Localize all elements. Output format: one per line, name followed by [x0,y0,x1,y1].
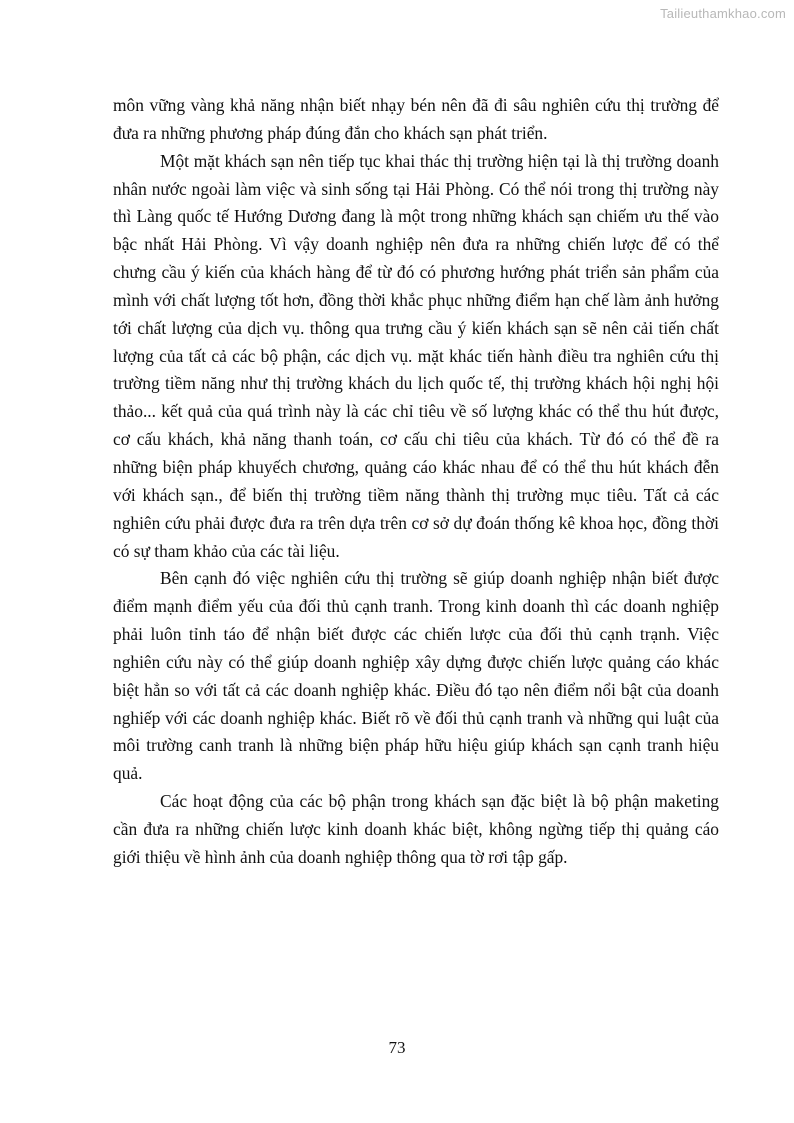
paragraph-3: Bên cạnh đó việc nghiên cứu thị trường sẽ giúp doanh nghiệp nhận biết được điểm mạnh điểm yếu của đối thủ cạnh tranh. Trong kinh doanh thì các doanh nghiệp phải luôn tỉnh táo để nhận biết được các chiến lược của đối thủ cạnh trạnh. Việc nghiên cứu này có thể giúp doanh nghiệp xây dựng được chiến lược quảng cáo khác biệt hẳn so với tất cả các doanh nghiệp khác. Điều đó tạo nên điểm nổi bật của doanh nghiếp với các doanh nghiệp khác. Biết rõ về đối thủ cạnh tranh và những qui luật của môi trường canh tranh là những biện pháp hữu hiệu giúp khách sạn cạnh tranh hiệu quả. [113,568,719,784]
paragraph-2: Một mặt khách sạn nên tiếp tục khai thác thị trường hiện tại là thị trường doanh nhân nước ngoài làm việc và sinh sống tại Hải Phòng. Có thể nói trong thị trường này thì Làng quốc tế Hướng Dương đang là một trong những khách sạn chiếm ưu thế vào bậc nhất Hải Phòng. Vì vậy doanh nghiệp nên đưa ra những chiến lược để có thể chưng cầu ý kiến của khách hàng để từ đó có phương hướng phát triển sản phẩm của mình với chất lượng tốt hơn, đồng thời khắc phục những điểm hạn chế làm ảnh hưởng tới chất lượng của dịch vụ. thông qua trưng cầu ý kiến khách sạn sẽ nên cải tiến chất lượng của tất cả các bộ phận, các dịch vụ. mặt khác tiến hành điều tra nghiên cứu thị trường tiềm năng như thị trường khách du lịch quốc tế, thị trường khách hội nghị hội thảo... kết quả của quá trình này là các chỉ tiêu về số lượng khác có thể thu hút được, cơ cấu khách, khả năng thanh toán, cơ cấu chi tiêu của khách. Từ đó có thể đề ra những biện pháp khuyếch chương, quảng cáo khác nhau để có thể thu hút khách đễn với khách sạn., để biến thị trường tiềm năng thành thị trường mục tiêu. Tất cả các nghiên cứu phải được đưa ra trên dựa trên cơ sở dự đoán thống kê khoa học, đồng thời có sự tham khảo của các tài liệu. [113,150,719,561]
document-body [113,92,719,872]
paragraph-1: môn vững vàng khả năng nhận biết nhạy bén nên đã đi sâu nghiên cứu thị trường để đưa ra những phương pháp đúng đắn cho khách sạn phát triển. [113,95,719,143]
page-number: 73 [388,1038,406,1057]
paragraph-4: Các hoạt động của các bộ phận trong khách sạn đặc biệt là bộ phận maketing cần đưa ra những chiến lược kinh doanh khác biệt, không ngừng tiếp thị quảng cáo giới thiệu về hình ảnh của doanh nghiệp thông qua tờ rơi tập gấp. [113,791,719,867]
watermark: Tailieuthamkhao.com [660,6,786,21]
